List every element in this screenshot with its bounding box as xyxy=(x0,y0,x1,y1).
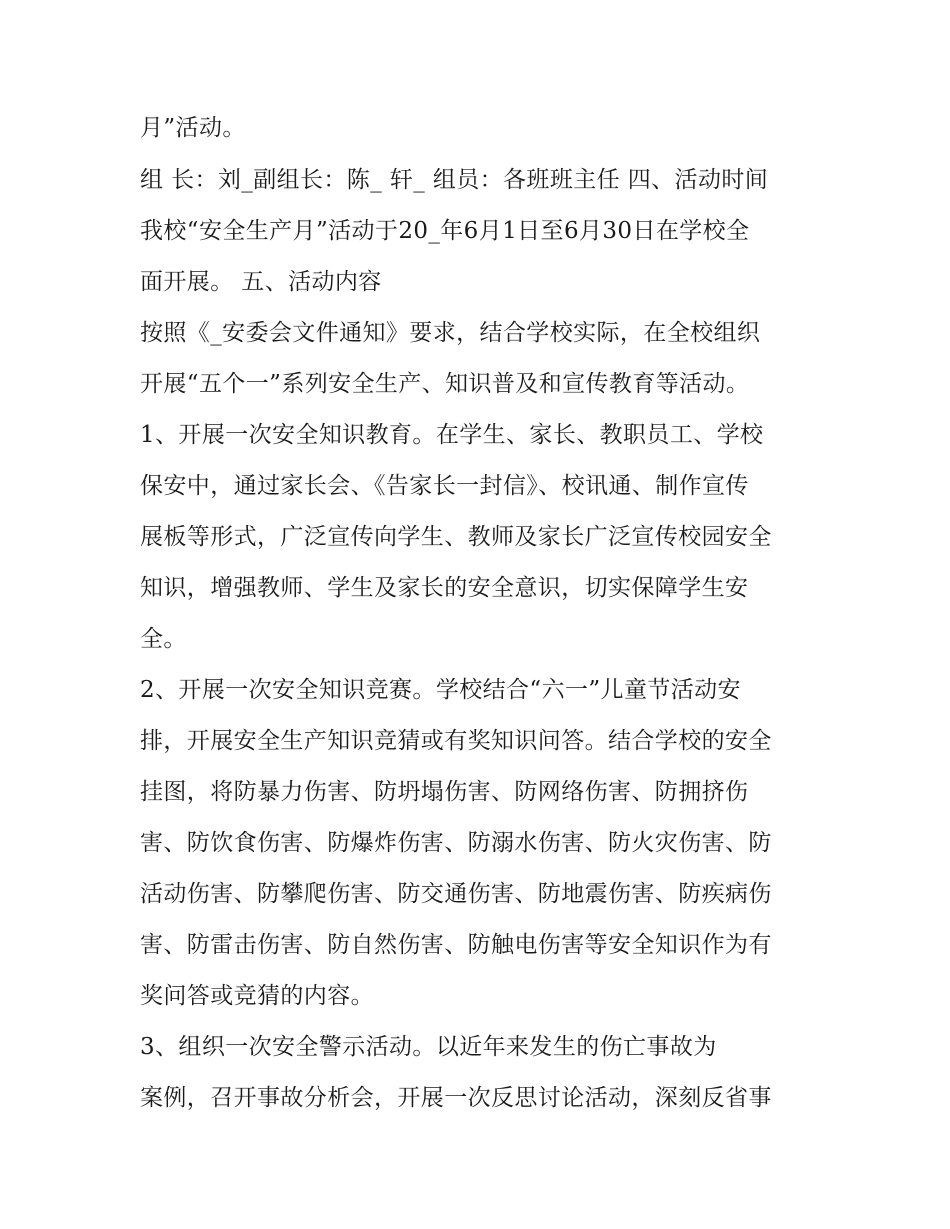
text-line: 月”活动。 xyxy=(140,115,246,141)
text-line: 挂图，将防暴力伤害、防坍塌伤害、防网络伤害、防拥挤伤 xyxy=(140,779,749,805)
text-line: 知识，增强教师、学生及家长的安全意识，切实保障学生安 xyxy=(140,575,749,601)
text-line: 害、防饮食伤害、防爆炸伤害、防溺水伤害、防火灾伤害、防 xyxy=(140,830,772,856)
text-line: 活动伤害、防攀爬伤害、防交通伤害、防地震伤害、防疾病伤 xyxy=(140,881,772,907)
text-line: 2、开展一次安全知识竞赛。学校结合“六一”儿童节活动安 xyxy=(140,677,741,703)
text-line: 展板等形式，广泛宣传向学生、教师及家长广泛宣传校园安全 xyxy=(140,524,772,550)
text-line: 3、组织一次安全警示活动。以近年来发生的伤亡事故为 xyxy=(140,1034,717,1060)
text-line: 按照《_安委会文件通知》要求，结合学校实际，在全校组织 xyxy=(140,320,761,346)
text-line: 保安中，通过家长会、《告家长一封信》、校讯通、制作宣传 xyxy=(140,473,749,499)
text-line: 我校“安全生产月”活动于20_年6月1日至6月30日在学校全 xyxy=(140,218,750,244)
text-line: 面开展。 五、活动内容 xyxy=(140,269,382,295)
text-line: 害、防雷击伤害、防自然伤害、防触电伤害等安全知识作为有 xyxy=(140,932,772,958)
text-line: 组 长：刘_副组长：陈_ 轩_ 组员：各班班主任 四、活动时间 xyxy=(140,167,769,193)
text-line: 奖问答或竞猜的内容。 xyxy=(140,983,374,1009)
text-line: 全。 xyxy=(140,626,187,652)
text-line: 排，开展安全生产知识竞猜或有奖知识问答。结合学校的安全 xyxy=(140,728,772,754)
text-line: 案例，召开事故分析会，开展一次反思讨论活动，深刻反省事 xyxy=(140,1085,772,1111)
text-line: 开展“五个一”系列安全生产、知识普及和宣传教育等活动。 xyxy=(140,371,750,397)
text-line: 1、开展一次安全知识教育。在学生、家长、教职员工、学校 xyxy=(140,422,764,448)
